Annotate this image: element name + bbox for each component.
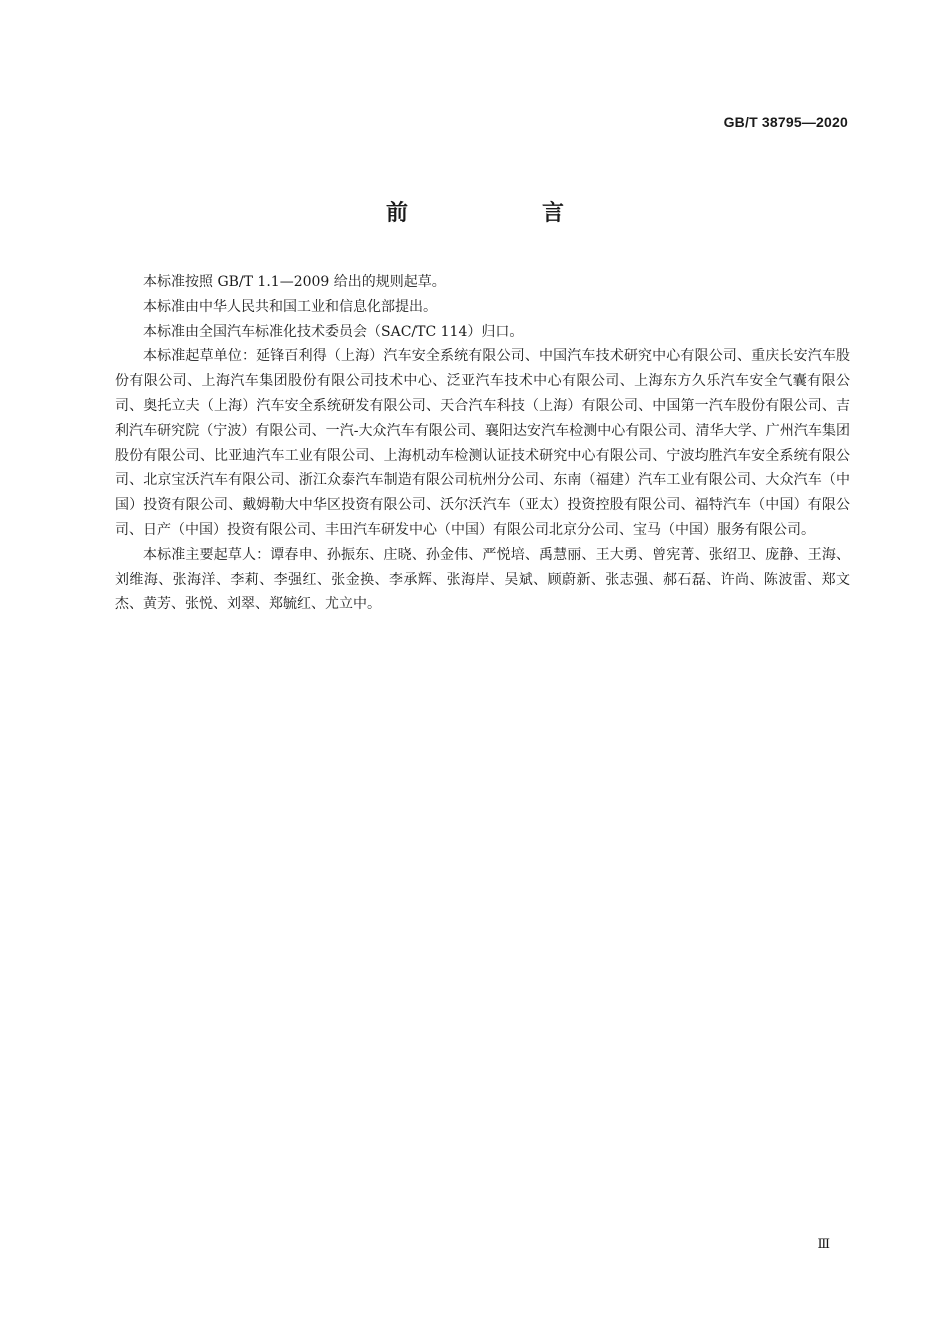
paragraph-drafting-units: 本标准起草单位：延锋百利得（上海）汽车安全系统有限公司、中国汽车技术研究中心有限公司、重庆长安汽车股份有限公司、上海汽车集团股份有限公司技术中心、泛亚汽车技术中心有限公司、上海东方久乐汽车安全气囊有限公司、奥托立夫（上海）汽车安全系统研发有限公司、天合汽车科技（上海）有限公司、中国第一汽车股份有限公司、吉利汽车研究院（宁波）有限公司、一汽-大众汽车有限公司、襄阳达安汽车检测中心有限公司、清华大学、广州汽车集团股份有限公司、比亚迪汽车工业有限公司、上海机动车检测认证技术研究中心有限公司、宁波均胜汽车安全系统有限公司、北京宝沃汽车有限公司、浙江众泰汽车制造有限公司杭州分公司、东南（福建）汽车工业有限公司、大众汽车（中国）投资有限公司、戴姆勒大中华区投资有限公司、沃尔沃汽车（亚太）投资控股有限公司、福特汽车（中国）有限公司、日产（中国）投资有限公司、丰田汽车研发中心（中国）有限公司北京分公司、宝马（中国）服务有限公司。 [115,348,850,538]
standard-number: GB/T 38795—2020 [723,114,848,130]
page-number: Ⅲ [817,1236,830,1251]
foreword-body [115,270,850,617]
paragraph-proposer: 本标准由中华人民共和国工业和信息化部提出。 [143,298,437,315]
paragraph-administrator: 本标准由全国汽车标准化技术委员会（SAC/TC 114）归口。 [143,323,524,340]
paragraph-drafting-rules: 本标准按照 GB/T 1.1—2009 给出的规则起草。 [143,274,446,290]
paragraph-drafters: 本标准主要起草人：谭春申、孙振东、庄晓、孙金伟、严悦培、禹慧丽、王大勇、曾宪菁、张绍卫、庞静、王海、刘维海、张海洋、李莉、李强红、张金换、李承辉、张海岸、吴斌、顾蔚新、张志强、郝石磊、许尚、陈波雷、郑文杰、黄芳、张悦、刘翠、郑毓红、尤立中。 [115,546,850,613]
page-title: 前 言 [385,201,620,226]
